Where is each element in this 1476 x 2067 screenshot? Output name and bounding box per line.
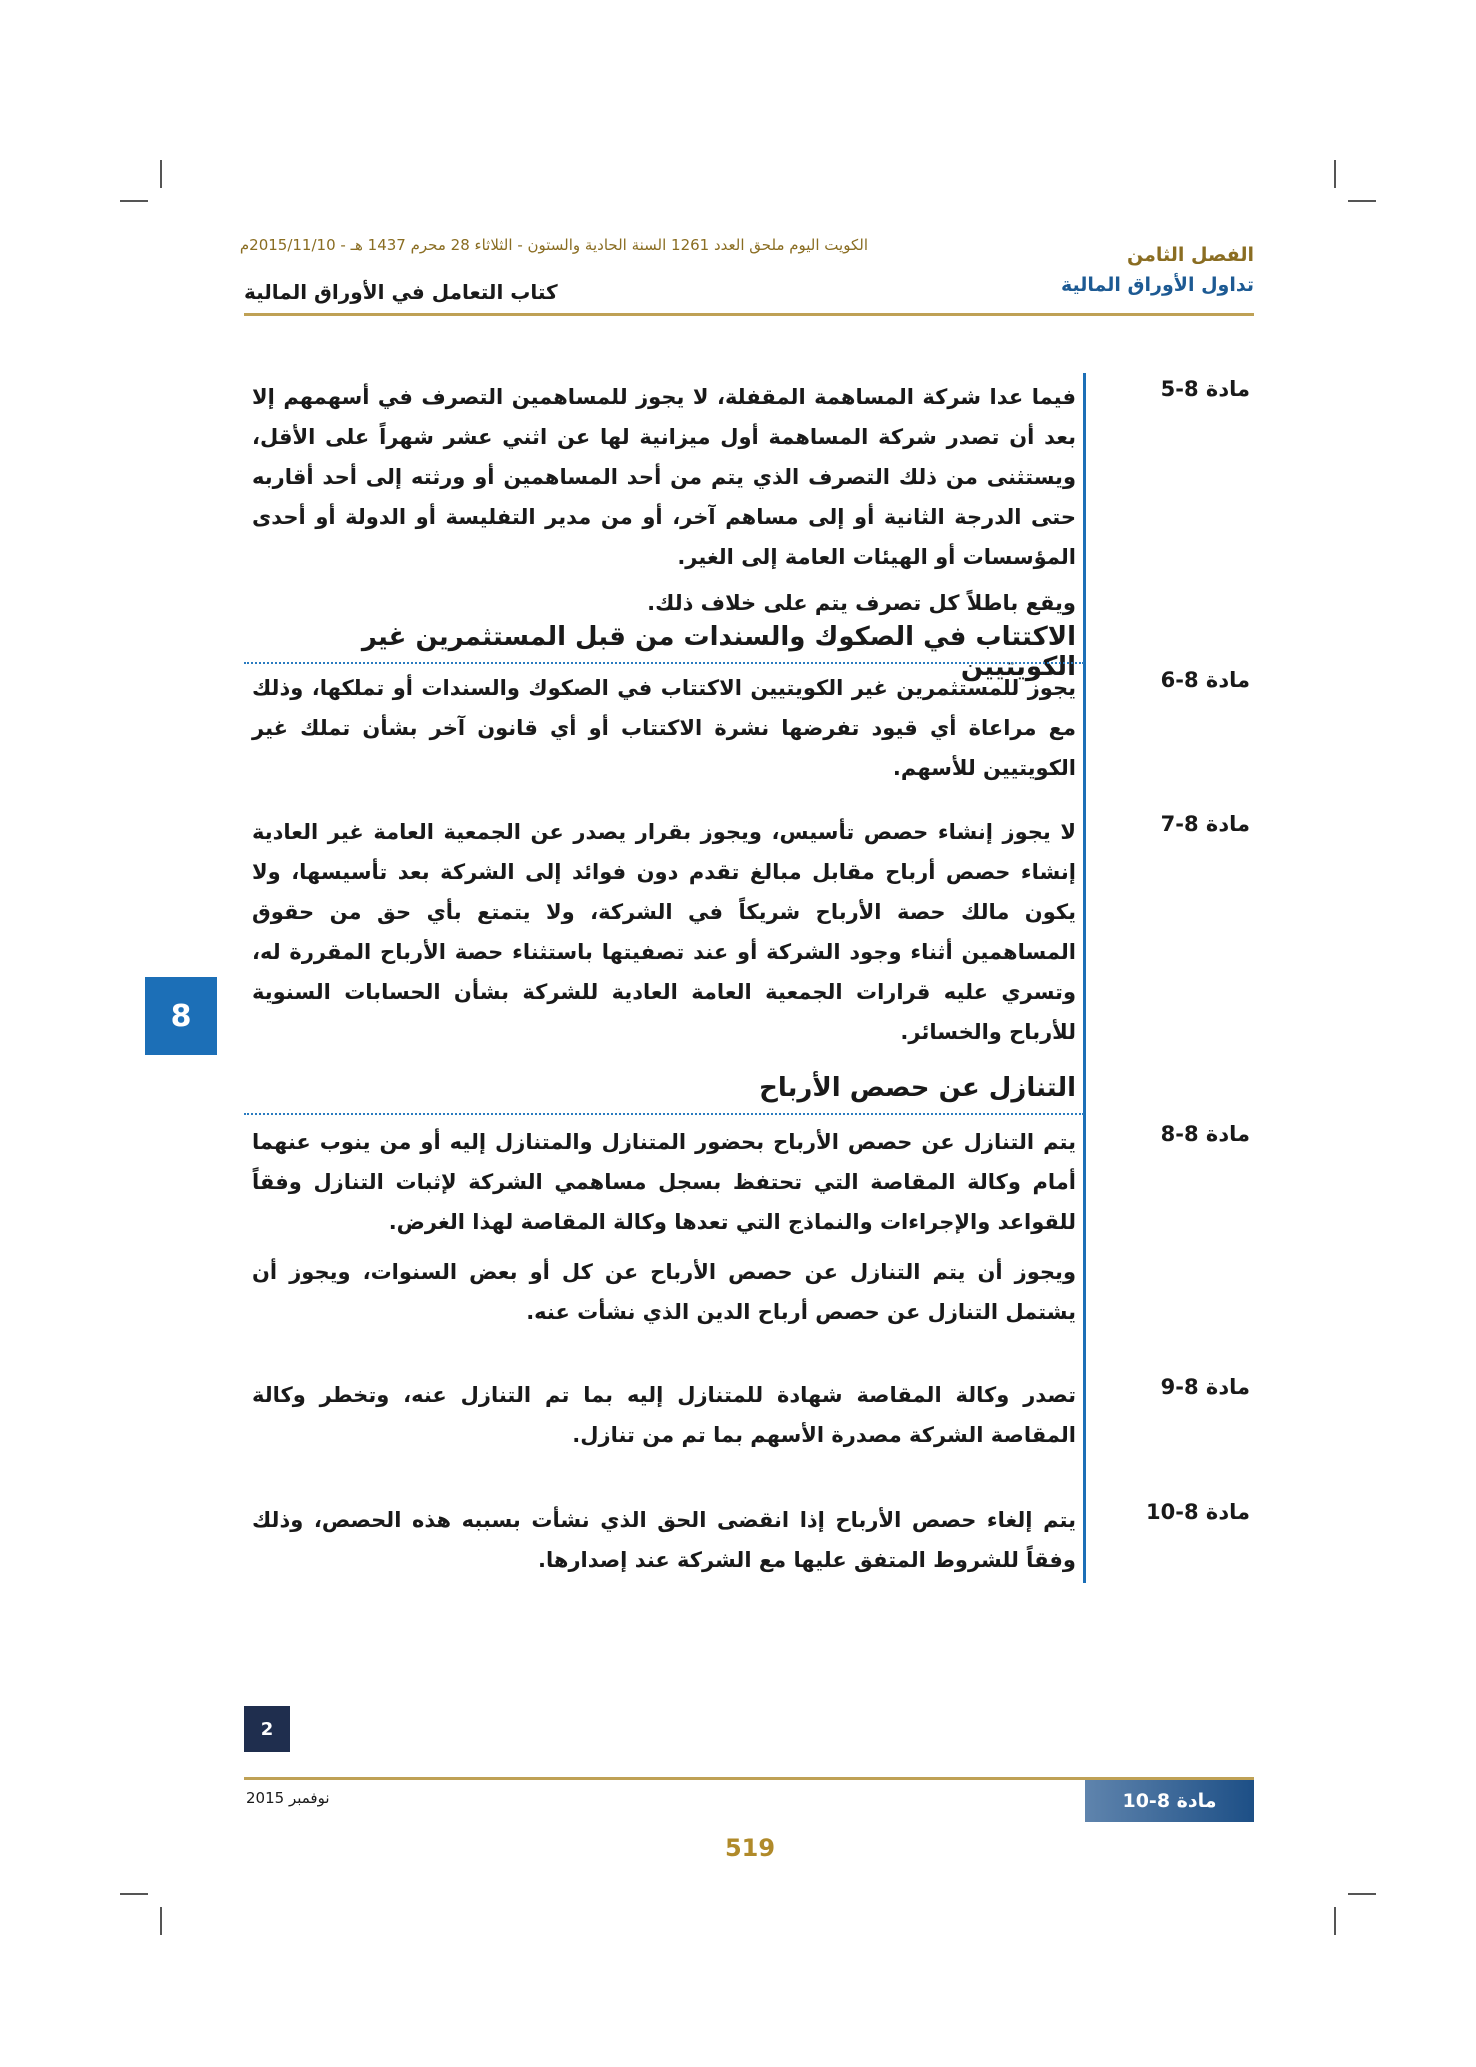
section-heading: الاكتتاب في الصكوك والسندات من قبل المستثمرين غير الكويتيين [361,622,1076,682]
chapter-subtitle: تداول الأوراق المالية [1061,274,1254,296]
article-paragraph: يتم إلغاء حصص الأرباح إذا انقضى الحق الذي نشأت بسببه هذه الحصص، وذلك وفقاً للشروط المتفق عليها مع الشركة عند إصدارها. [252,1508,1076,1572]
article-label: مادة 8-5 [1160,377,1250,401]
article-label: مادة 8-8 [1160,1122,1250,1146]
crop-mark [160,1907,162,1935]
article-body [252,1122,1076,1332]
article-body [252,1500,1076,1580]
header-rule [244,313,1254,316]
crop-mark [1348,200,1376,202]
footer-date: نوفمبر 2015 [246,1789,330,1807]
article-paragraph: تصدر وكالة المقاصة شهادة للمتنازل إليه بما تم التنازل عنه، وتخطر وكالة المقاصة الشركة مصدرة الأسهم بما تم من تنازل. [252,1383,1076,1447]
book-title: كتاب التعامل في الأوراق المالية [244,280,558,304]
article-range-label: مادة 8-10 [1085,1780,1254,1822]
article-label: مادة 8-6 [1160,668,1250,692]
crop-mark [1348,1893,1376,1895]
article-body [252,1375,1076,1455]
article-body [252,668,1076,788]
article-paragraph: يتم التنازل عن حصص الأرباح بحضور المتنازل والمتنازل إليه أو من ينوب عنهما أمام وكالة المقاصة التي تحتفظ بسجل مساهمي الشركة لإثبات التنازل وفقاً للقواعد والإجراءات والنماذج التي تعدها وكالة المقاصة لهذا الغرض. [252,1130,1076,1234]
page-index-box: 2 [244,1706,290,1752]
article-body [252,377,1076,623]
gazette-line: الكويت اليوم ملحق العدد 1261 السنة الحادية والستون - الثلاثاء 28 محرم 1437 هـ - 2015/11/10م [239,236,868,254]
chapter-title: الفصل الثامن [1126,244,1254,266]
crop-mark [1334,160,1336,188]
article-paragraph: فيما عدا شركة المساهمة المقفلة، لا يجوز للمساهمين التصرف في أسهمهم إلا بعد أن تصدر شركة المساهمة أول ميزانية لها عن اثني عشر شهراً على الأقل، ويستثنى من ذلك التصرف الذي يتم من أحد المساهمين أو ورثته إلى أحد أقاربه حتى الدرجة الثانية أو إلى مساهم آخر، أو من مدير التفليسة أو الدولة أو أحدى المؤسسات أو الهيئات العامة إلى الغير. [252,385,1076,569]
crop-mark [1334,1907,1336,1935]
chapter-tab: 8 [145,977,217,1055]
crop-mark [120,1893,148,1895]
section-heading: التنازل عن حصص الأرباح [759,1073,1076,1103]
section-divider [244,1113,1084,1115]
page-number: 519 [724,1834,776,1862]
article-paragraph: يجوز للمستثمرين غير الكويتيين الاكتتاب في الصكوك والسندات أو تملكها، وذلك مع مراعاة أي قيود تفرضها نشرة الاكتتاب أو أي قانون آخر بشأن تملك غير الكويتيين للأسهم. [252,676,1076,780]
article-label: مادة 8-9 [1160,1375,1250,1399]
article-body [252,812,1076,1052]
crop-mark [120,200,148,202]
article-label: مادة 8-7 [1160,812,1250,836]
article-column-rule [1083,373,1086,1583]
crop-mark [160,160,162,188]
article-paragraph: لا يجوز إنشاء حصص تأسيس، ويجوز بقرار يصدر عن الجمعية العامة غير العادية إنشاء حصص أرباح مقابل مبالغ تقدم دون فوائد إلى الشركة بعد تأسيسها، ولا يكون مالك حصة الأرباح شريكاً في الشركة، ولا يتمتع بأي حق من حقوق المساهمين أثناء وجود الشركة أو عند تصفيتها باستثناء حصة الأرباح المقررة له، وتسري عليه قرارات الجمعية العامة العادية للشركة بشأن الحسابات السنوية للأرباح والخسائر. [252,820,1076,1044]
article-label: مادة 8-10 [1146,1500,1250,1524]
section-divider [244,662,1084,664]
article-paragraph: ويقع باطلاً كل تصرف يتم على خلاف ذلك. [647,591,1076,615]
article-paragraph: ويجوز أن يتم التنازل عن حصص الأرباح عن كل أو بعض السنوات، ويجوز أن يشتمل التنازل عن حصص أرباح الدين الذي نشأت عنه. [252,1260,1076,1324]
